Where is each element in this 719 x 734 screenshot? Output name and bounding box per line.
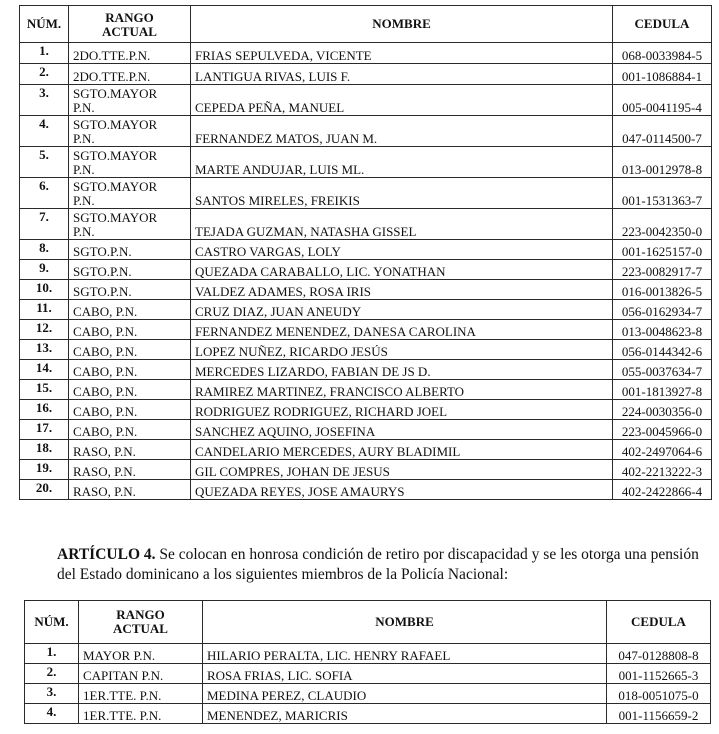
- rank-line: P.N.: [73, 131, 95, 146]
- rank-line: CABO, P.N.: [73, 364, 138, 379]
- row-number: 12.: [20, 320, 69, 340]
- header-rank: RANGO ACTUAL: [79, 601, 203, 644]
- row-name: MARTE ANDUJAR, LUIS ML.: [191, 147, 613, 178]
- rank-line: P.N.: [73, 224, 95, 239]
- rank-line: P.N.: [73, 162, 95, 177]
- row-rank: [69, 400, 191, 420]
- table-row: [20, 280, 712, 300]
- row-rank: [69, 340, 191, 360]
- table-row: [20, 440, 712, 460]
- table-row: [20, 300, 712, 320]
- rank-line: 2DO.TTE.P.N.: [73, 48, 151, 63]
- row-rank: [69, 440, 191, 460]
- row-number: 2.: [20, 64, 69, 85]
- row-rank: [69, 43, 191, 64]
- row-name: MENENDEZ, MARICRIS: [203, 704, 607, 724]
- row-number: 16.: [20, 400, 69, 420]
- row-cedula: 001-1086884-1: [613, 64, 712, 85]
- table-row: [25, 664, 711, 684]
- officers-table: [19, 5, 712, 500]
- header-cedula: CEDULA: [613, 6, 712, 43]
- table-row: [20, 360, 712, 380]
- row-cedula: 068-0033984-5: [613, 43, 712, 64]
- row-number: 8.: [20, 240, 69, 260]
- row-name: SANTOS MIRELES, FREIKIS: [191, 178, 613, 209]
- table-row: [20, 209, 712, 240]
- row-cedula: 018-0051075-0: [607, 684, 711, 704]
- row-number: 5.: [20, 147, 69, 178]
- table-row: [25, 684, 711, 704]
- header-rank: RANGO ACTUAL: [69, 6, 191, 43]
- table-row: [20, 480, 712, 500]
- row-rank: [69, 85, 191, 116]
- row-cedula: 224-0030356-0: [613, 400, 712, 420]
- rank-line: 1ER.TTE. P.N.: [83, 688, 162, 703]
- row-rank: [79, 664, 203, 684]
- row-name: LOPEZ NUÑEZ, RICARDO JESÚS: [191, 340, 613, 360]
- row-name: HILARIO PERALTA, LIC. HENRY RAFAEL: [203, 644, 607, 664]
- row-cedula: 402-2497064-6: [613, 440, 712, 460]
- table-row: [20, 178, 712, 209]
- article-label: ARTÍCULO 4.: [57, 546, 156, 563]
- row-name: CRUZ DIAZ, JUAN ANEUDY: [191, 300, 613, 320]
- rank-line: P.N.: [73, 193, 95, 208]
- row-number: 3.: [25, 684, 79, 704]
- row-number: 1.: [20, 43, 69, 64]
- row-rank: [69, 178, 191, 209]
- row-number: 1.: [25, 644, 79, 664]
- row-rank: [69, 380, 191, 400]
- table-row: [20, 340, 712, 360]
- rank-line: CAPITAN P.N.: [83, 668, 164, 683]
- row-rank: [69, 64, 191, 85]
- row-number: 7.: [20, 209, 69, 240]
- retirement-table: [24, 600, 711, 724]
- rank-line: CABO, P.N.: [73, 324, 138, 339]
- header-num: NÚM.: [25, 601, 79, 644]
- row-cedula: 223-0042350-0: [613, 209, 712, 240]
- row-rank: [79, 684, 203, 704]
- row-number: 4.: [20, 116, 69, 147]
- rank-line: CABO, P.N.: [73, 304, 138, 319]
- row-name: SANCHEZ AQUINO, JOSEFINA: [191, 420, 613, 440]
- row-cedula: 001-1156659-2: [607, 704, 711, 724]
- row-rank: [69, 460, 191, 480]
- row-rank: [79, 704, 203, 724]
- rank-line: SGTO.MAYOR: [73, 117, 158, 132]
- row-number: 9.: [20, 260, 69, 280]
- rank-line: CABO, P.N.: [73, 344, 138, 359]
- rank-line: SGTO.MAYOR: [73, 179, 158, 194]
- table-row: [25, 644, 711, 664]
- row-cedula: 047-0114500-7: [613, 116, 712, 147]
- row-cedula: 402-2213222-3: [613, 460, 712, 480]
- row-number: 2.: [25, 664, 79, 684]
- rank-line: SGTO.MAYOR: [73, 148, 158, 163]
- table-header-row: [20, 6, 712, 43]
- row-number: 15.: [20, 380, 69, 400]
- row-name: QUEZADA CARABALLO, LIC. YONATHAN: [191, 260, 613, 280]
- row-cedula: 056-0144342-6: [613, 340, 712, 360]
- row-number: 10.: [20, 280, 69, 300]
- row-cedula: 005-0041195-4: [613, 85, 712, 116]
- row-number: 18.: [20, 440, 69, 460]
- row-name: GIL COMPRES, JOHAN DE JESUS: [191, 460, 613, 480]
- rank-line: SGTO.MAYOR: [73, 86, 158, 101]
- table-header-row: [25, 601, 711, 644]
- row-rank: [69, 420, 191, 440]
- row-number: 13.: [20, 340, 69, 360]
- row-number: 19.: [20, 460, 69, 480]
- row-number: 4.: [25, 704, 79, 724]
- row-rank: [69, 300, 191, 320]
- table-row: [25, 704, 711, 724]
- table-row: [20, 147, 712, 178]
- row-name: ROSA FRIAS, LIC. SOFIA: [203, 664, 607, 684]
- rank-line: SGTO.MAYOR: [73, 210, 158, 225]
- header-name: NOMBRE: [191, 6, 613, 43]
- table-row: [20, 400, 712, 420]
- table-row: [20, 380, 712, 400]
- rank-line: 2DO.TTE.P.N.: [73, 69, 151, 84]
- rank-line: CABO, P.N.: [73, 424, 138, 439]
- row-rank: [69, 480, 191, 500]
- row-rank: [79, 644, 203, 664]
- table-row: [20, 64, 712, 85]
- row-number: 11.: [20, 300, 69, 320]
- row-rank: [69, 240, 191, 260]
- table-row: [20, 85, 712, 116]
- article-text: Se colocan en honrosa condición de retiro por discapacidad y se les otorga una pensión del Estado dominicano a los siguientes miembros de la Policía Nacional:: [57, 546, 699, 583]
- rank-line: SGTO.P.N.: [73, 244, 132, 259]
- row-cedula: 013-0048623-8: [613, 320, 712, 340]
- row-rank: [69, 116, 191, 147]
- table-row: [20, 116, 712, 147]
- row-name: QUEZADA REYES, JOSE AMAURYS: [191, 480, 613, 500]
- article-4-paragraph: [57, 545, 707, 584]
- row-cedula: 016-0013826-5: [613, 280, 712, 300]
- row-name: RAMIREZ MARTINEZ, FRANCISCO ALBERTO: [191, 380, 613, 400]
- row-number: 17.: [20, 420, 69, 440]
- rank-line: CABO, P.N.: [73, 384, 138, 399]
- row-rank: [69, 280, 191, 300]
- rank-line: P.N.: [73, 100, 95, 115]
- row-rank: [69, 209, 191, 240]
- rank-line: 1ER.TTE. P.N.: [83, 708, 162, 723]
- row-rank: [69, 147, 191, 178]
- row-cedula: 001-1531363-7: [613, 178, 712, 209]
- row-name: CEPEDA PEÑA, MANUEL: [191, 85, 613, 116]
- row-name: FERNANDEZ MENENDEZ, DANESA CAROLINA: [191, 320, 613, 340]
- table-row: [20, 260, 712, 280]
- row-rank: [69, 320, 191, 340]
- table-row: [20, 460, 712, 480]
- row-number: 20.: [20, 480, 69, 500]
- rank-line: SGTO.P.N.: [73, 284, 132, 299]
- row-number: 3.: [20, 85, 69, 116]
- row-name: FRIAS SEPULVEDA, VICENTE: [191, 43, 613, 64]
- header-num: NÚM.: [20, 6, 69, 43]
- row-cedula: 223-0045966-0: [613, 420, 712, 440]
- row-cedula: 056-0162934-7: [613, 300, 712, 320]
- row-name: TEJADA GUZMAN, NATASHA GISSEL: [191, 209, 613, 240]
- row-cedula: 223-0082917-7: [613, 260, 712, 280]
- table-row: [20, 240, 712, 260]
- row-name: MEDINA PEREZ, CLAUDIO: [203, 684, 607, 704]
- header-name: NOMBRE: [203, 601, 607, 644]
- row-name: LANTIGUA RIVAS, LUIS F.: [191, 64, 613, 85]
- table-row: [20, 320, 712, 340]
- row-cedula: 402-2422866-4: [613, 480, 712, 500]
- rank-line: SGTO.P.N.: [73, 264, 132, 279]
- row-cedula: 001-1625157-0: [613, 240, 712, 260]
- row-cedula: 047-0128808-8: [607, 644, 711, 664]
- rank-line: RASO, P.N.: [73, 464, 136, 479]
- table-row: [20, 420, 712, 440]
- rank-line: MAYOR P.N.: [83, 648, 156, 663]
- rank-line: RASO, P.N.: [73, 444, 136, 459]
- table-row: [20, 43, 712, 64]
- row-name: MERCEDES LIZARDO, FABIAN DE JS D.: [191, 360, 613, 380]
- row-name: VALDEZ ADAMES, ROSA IRIS: [191, 280, 613, 300]
- row-name: RODRIGUEZ RODRIGUEZ, RICHARD JOEL: [191, 400, 613, 420]
- row-name: CANDELARIO MERCEDES, AURY BLADIMIL: [191, 440, 613, 460]
- row-number: 6.: [20, 178, 69, 209]
- row-cedula: 001-1152665-3: [607, 664, 711, 684]
- row-cedula: 001-1813927-8: [613, 380, 712, 400]
- row-name: CASTRO VARGAS, LOLY: [191, 240, 613, 260]
- header-cedula: CEDULA: [607, 601, 711, 644]
- row-rank: [69, 260, 191, 280]
- rank-line: RASO, P.N.: [73, 484, 136, 499]
- rank-line: CABO, P.N.: [73, 404, 138, 419]
- row-cedula: 013-0012978-8: [613, 147, 712, 178]
- row-number: 14.: [20, 360, 69, 380]
- row-name: FERNANDEZ MATOS, JUAN M.: [191, 116, 613, 147]
- row-rank: [69, 360, 191, 380]
- row-cedula: 055-0037634-7: [613, 360, 712, 380]
